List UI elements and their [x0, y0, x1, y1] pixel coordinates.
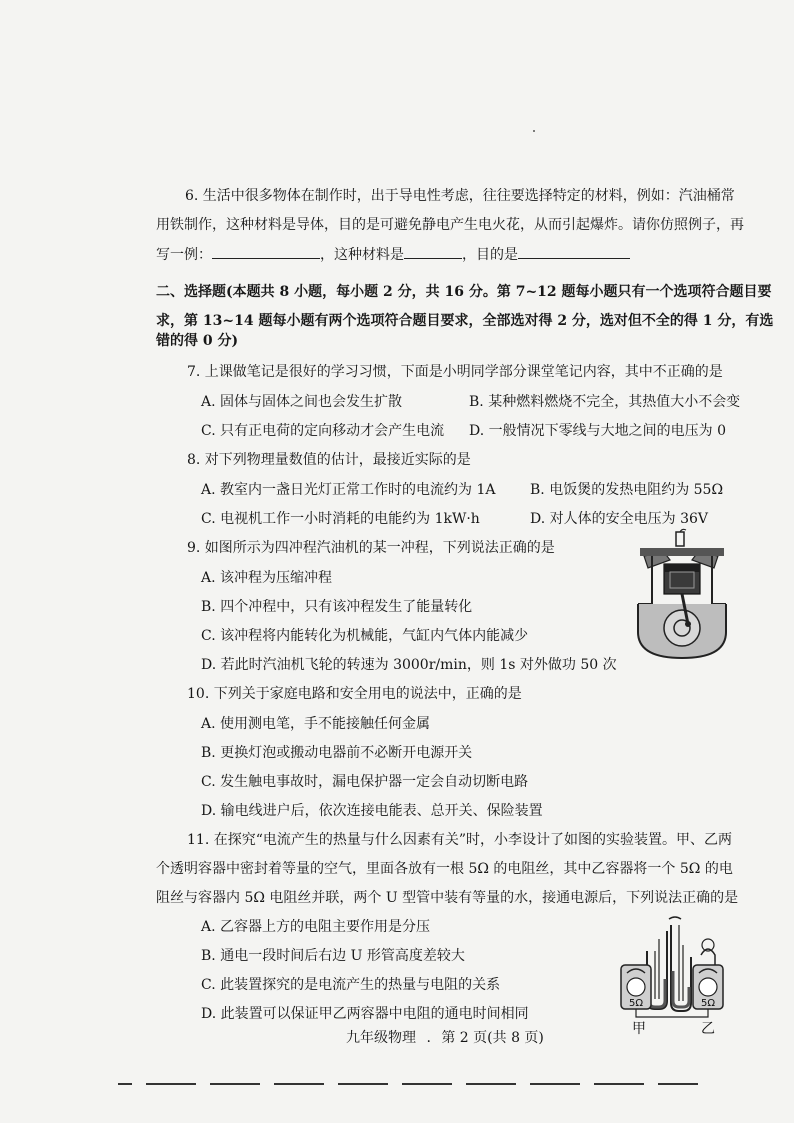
scan-speck [533, 130, 535, 132]
q7-stem: 7. 上课做笔记是很好的学习习惯，下面是小明同学部分课堂笔记内容，其中不正确的是 [187, 364, 723, 380]
container-label-jia: 甲 [632, 1021, 646, 1037]
q9-option-c[interactable]: C. 该冲程将内能转化为机械能，气缸内气体内能减少 [201, 628, 529, 644]
q11-option-b[interactable]: B. 通电一段时间后右边 U 形管高度差较大 [201, 948, 465, 964]
q10-stem: 10. 下列关于家庭电路和安全用电的说法中，正确的是 [187, 686, 522, 702]
q7-option-c[interactable]: C. 只有正电荷的定向移动才会产生电流 [201, 423, 445, 439]
answer-blank-2[interactable] [404, 244, 462, 259]
q11-line-1: 11. 在探究“电流产生的热量与什么因素有关”时，小李设计了如图的实验装置。甲、乙两 [187, 832, 733, 848]
q8-option-a[interactable]: A. 教室内一盏日光灯正常工作时的电流约为 1A [201, 482, 496, 498]
q7-option-a[interactable]: A. 固体与固体之间也会发生扩散 [201, 394, 403, 410]
q6-line-2: 用铁制作，这种材料是导体，目的是可避免静电产生电火花，从而引起爆炸。请你仿照例子，再 [156, 217, 744, 233]
q6-line-3-mid: ，这种材料是 [320, 247, 404, 263]
q11-option-c[interactable]: C. 此装置探究的是电流产生的热量与电阻的关系 [201, 977, 501, 993]
q9-option-b[interactable]: B. 四个冲程中，只有该冲程发生了能量转化 [201, 599, 473, 615]
q10-option-a[interactable]: A. 使用测电笔，手不能接触任何金属 [201, 716, 431, 732]
q8-option-d[interactable]: D. 对人体的安全电压为 36V [530, 511, 709, 527]
q8-option-b[interactable]: B. 电饭煲的发热电阻约为 55Ω [530, 482, 724, 498]
q8-stem: 8. 对下列物理量数值的估计，最接近实际的是 [187, 452, 471, 468]
section2-line-3: 错的得 0 分) [156, 333, 239, 349]
page-footer [346, 1028, 544, 1048]
q7-option-b[interactable]: B. 某种燃料燃烧不完全，其热值大小不会变 [469, 394, 741, 410]
container-label-yi: 乙 [701, 1021, 715, 1037]
q6-line-3 [156, 244, 630, 265]
q11-line-3: 阻丝与容器内 5Ω 电阻丝并联，两个 U 型管中装有等量的水，接通电源后，下列说法正确的是 [156, 890, 739, 906]
u-tube-right-icon [669, 917, 691, 1011]
footer-dot: . [426, 1030, 431, 1046]
joule-heat-apparatus-figure [615, 915, 730, 1040]
answer-blank-1[interactable] [212, 244, 320, 259]
q6-line-1: 6. 生活中很多物体在制作时，出于导电性考虑，往往要选择特定的材料，例如：汽油桶常 [185, 188, 735, 204]
q10-option-c[interactable]: C. 发生触电事故时，漏电保护器一定会自动切断电路 [201, 774, 529, 790]
footer-subject: 九年级物理 [346, 1030, 416, 1046]
footer-page-number: 第 2 页(共 8 页) [441, 1030, 544, 1046]
q6-line-3-prefix: 写一例： [156, 247, 212, 263]
bottom-dashed-divider [118, 1083, 758, 1085]
q10-option-b[interactable]: B. 更换灯泡或搬动电器前不必断开电源开关 [201, 745, 473, 761]
resistor-label-left: 5Ω [628, 998, 644, 1009]
q9-stem: 9. 如图所示为四冲程汽油机的某一冲程，下列说法正确的是 [187, 540, 555, 556]
q10-option-d[interactable]: D. 输电线进户后，依次连接电能表、总开关、保险装置 [201, 803, 543, 819]
q11-line-2: 个透明容器中密封着等量的空气，里面各放有一根 5Ω 的电阻丝，其中乙容器将一个 5Ω 的电 [156, 861, 733, 877]
q9-option-a[interactable]: A. 该冲程为压缩冲程 [201, 570, 333, 586]
section2-line-2: 求，第 13~14 题每小题有两个选项符合题目要求，全部选对得 2 分，选对但不全的得 1 分，有选 [156, 313, 774, 329]
spark-plug-icon [676, 529, 686, 546]
q6-line-3-suffix: ，目的是 [462, 247, 518, 263]
q7-option-d[interactable]: D. 一般情况下零线与大地之间的电压为 0 [469, 423, 726, 439]
q11-option-d[interactable]: D. 此装置可以保证甲乙两容器中电阻的通电时间相同 [201, 1006, 529, 1022]
container-jia [621, 965, 651, 1009]
q11-option-a[interactable]: A. 乙容器上方的电阻主要作用是分压 [201, 919, 431, 935]
engine-stroke-figure [630, 528, 734, 662]
resistor-label-right: 5Ω [700, 998, 716, 1009]
q8-option-c[interactable]: C. 电视机工作一小时消耗的电能约为 1kW·h [201, 511, 480, 527]
answer-blank-3[interactable] [518, 244, 630, 259]
q9-option-d[interactable]: D. 若此时汽油机飞轮的转速为 3000r/min，则 1s 对外做功 50 次 [201, 657, 617, 673]
section2-line-1: 二、选择题(本题共 8 小题，每小题 2 分，共 16 分。第 7~12 题每小题只有一个选项符合题目要 [156, 284, 772, 300]
container-yi [693, 939, 723, 1009]
